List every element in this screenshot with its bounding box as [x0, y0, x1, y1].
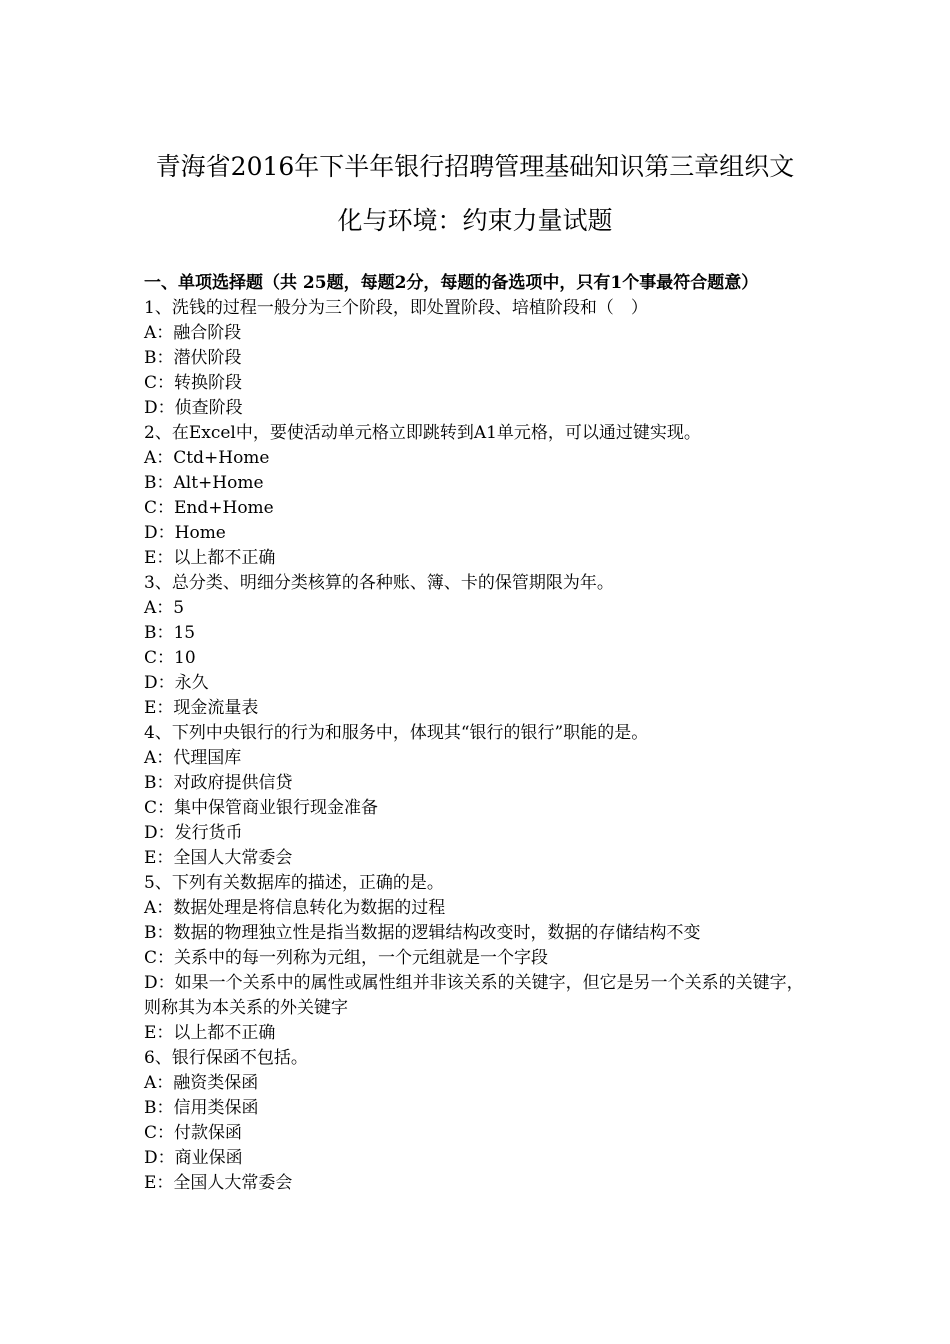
- question-2-stem: 2、在Excel中，要使活动单元格立即跳转到A1单元格，可以通过键实现。: [144, 423, 701, 443]
- question-5-option-c: C：关系中的每一列称为元组，一个元组就是一个字段: [144, 948, 549, 968]
- question-3-option-a: A：5: [144, 598, 185, 618]
- question-1-option-a: A：融合阶段: [144, 323, 242, 343]
- question-4-option-e: E：全国人大常委会: [144, 848, 293, 868]
- question-3-option-d: D：永久: [144, 673, 209, 693]
- question-4-option-a: A：代理国库: [144, 748, 242, 768]
- question-1-option-b: B：潜伏阶段: [144, 348, 242, 368]
- question-2-option-c: C：End+Home: [144, 498, 274, 518]
- question-6-option-c: C：付款保函: [144, 1123, 243, 1143]
- question-4-option-c: C：集中保管商业银行现金准备: [144, 798, 379, 818]
- title-line-2: 化与环境：约束力量试题: [337, 206, 613, 235]
- question-1-option-d: D：侦查阶段: [144, 398, 243, 418]
- question-5-option-b: B：数据的物理独立性是指当数据的逻辑结构改变时，数据的存储结构不变: [144, 923, 701, 943]
- document-body: [144, 271, 808, 1196]
- question-2-option-d: D：Home: [144, 523, 226, 543]
- question-1-stem: 1、洗钱的过程一般分为三个阶段，即处置阶段、培植阶段和（ ）: [144, 298, 648, 318]
- question-1-option-c: C：转换阶段: [144, 373, 243, 393]
- question-5-option-a: A：数据处理是将信息转化为数据的过程: [144, 898, 446, 918]
- question-4-option-d: D：发行货币: [144, 823, 243, 843]
- question-6-option-d: D：商业保函: [144, 1148, 243, 1168]
- question-5-option-d: D：如果一个关系中的属性或属性组并非该关系的关键字，但它是另一个关系的关键字，则称其为本关系的外关键字: [144, 973, 804, 1018]
- question-3-option-c: C：10: [144, 648, 196, 668]
- question-3-stem: 3、总分类、明细分类核算的各种账、簿、卡的保管期限为年。: [144, 573, 614, 593]
- question-3-option-e: E：现金流量表: [144, 698, 259, 718]
- question-5-stem: 5、下列有关数据库的描述，正确的是。: [144, 873, 444, 893]
- question-5-option-e: E：以上都不正确: [144, 1023, 276, 1043]
- question-6-option-b: B：信用类保函: [144, 1098, 259, 1118]
- question-2-option-a: A：Ctd+Home: [144, 448, 270, 468]
- question-4-stem: 4、下列中央银行的行为和服务中，体现其“银行的银行”职能的是。: [144, 723, 649, 743]
- question-4-option-b: B：对政府提供信贷: [144, 773, 293, 793]
- question-6-option-e: E：全国人大常委会: [144, 1173, 293, 1193]
- question-2-option-e: E：以上都不正确: [144, 548, 276, 568]
- question-6-stem: 6、银行保函不包括。: [144, 1048, 308, 1068]
- question-6-option-a: A：融资类保函: [144, 1073, 259, 1093]
- title-line-1: 青海省2016年下半年银行招聘管理基础知识第三章组织文: [155, 152, 795, 181]
- question-2-option-b: B：Alt+Home: [144, 473, 264, 493]
- question-3-option-b: B：15: [144, 623, 196, 643]
- document-title: [140, 140, 810, 248]
- section-heading: 一、单项选择题（共 25题，每题2分，每题的备选项中，只有1个事最符合题意）: [144, 273, 759, 293]
